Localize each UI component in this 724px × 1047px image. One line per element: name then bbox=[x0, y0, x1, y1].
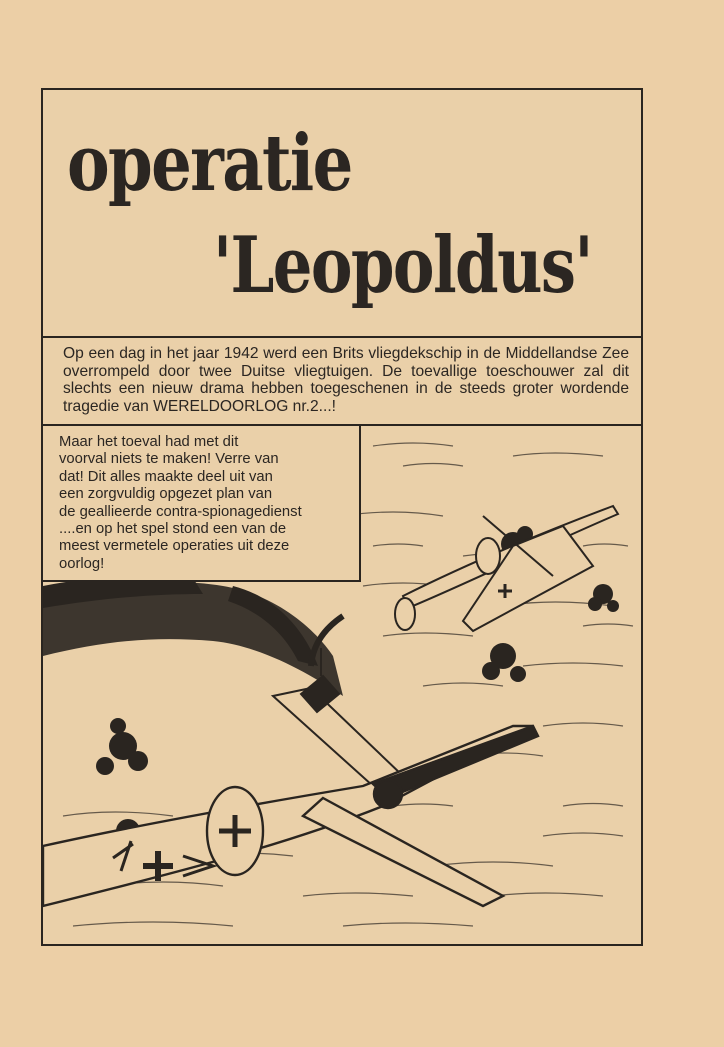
illustration-panel bbox=[43, 426, 641, 944]
intro-text: Op een dag in het jaar 1942 werd een Brits vliegdekschip in de Middellandse Zee overrompeld door twee Duitse vliegtuigen. De toevallige toeschouwer zal dit slechts een nieuw drama hebben toegeschenen in de steeds groter wordende tragedie van WERELDOORLOG nr.2...! bbox=[63, 345, 629, 415]
caption-box bbox=[43, 426, 361, 582]
smoke-column bbox=[43, 576, 343, 696]
distant-bomber bbox=[395, 506, 618, 631]
title-line-2: 'Leopoldus' bbox=[213, 220, 592, 311]
title-line-1: operatie bbox=[67, 118, 352, 209]
caption-text: Maar het toeval had met dit voorval niets te maken! Verre van dat! Dit alles maakte deel uit van een zorgvuldig opgezet plan van de geallieerde contra-spionagedienst ....en op het spel stond een van de meest vermetele operaties uit deze oorlog! bbox=[59, 434, 302, 572]
intro-panel bbox=[43, 338, 641, 426]
page-frame bbox=[41, 88, 643, 946]
title-panel bbox=[43, 90, 641, 338]
